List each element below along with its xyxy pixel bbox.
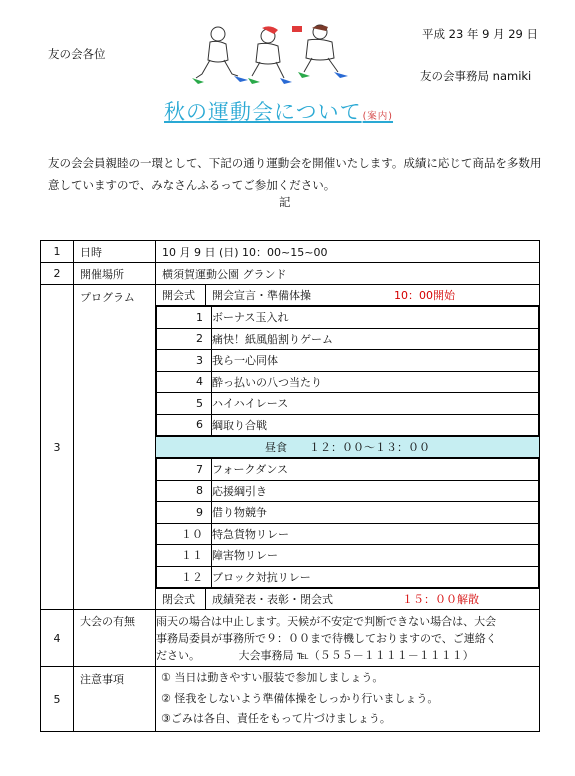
row-number: 3 xyxy=(41,285,74,610)
closing-desc: 成績発表・表彰・閉会式 xyxy=(212,593,333,606)
row-value: 横須賀運動公園 グランド xyxy=(156,263,540,285)
addressee: 友の会各位 xyxy=(48,47,106,61)
event-row xyxy=(157,566,539,588)
event-number: １０ xyxy=(157,523,212,545)
row-label: プログラム xyxy=(74,285,156,610)
row-venue xyxy=(41,263,540,285)
rain-policy-line3: ださい。 大会事務局 ℡（５５５－１１１１－１１１１） xyxy=(156,648,474,662)
event-number: 7 xyxy=(157,459,212,481)
runners-illustration xyxy=(188,22,356,92)
row-label: 大会の有無 xyxy=(74,610,156,667)
row-label: 開催場所 xyxy=(74,263,156,285)
event-row xyxy=(157,545,539,567)
events-pm-list xyxy=(156,458,539,588)
schedule-table xyxy=(40,240,540,732)
event-row xyxy=(157,414,539,436)
event-row xyxy=(157,480,539,502)
event-number: １１ xyxy=(157,545,212,567)
event-number: 5 xyxy=(157,393,212,415)
row-number: 2 xyxy=(41,263,74,285)
closing-cell xyxy=(206,589,540,610)
event-number: 3 xyxy=(157,350,212,372)
note-item: ① 当日は動きやすい服装で参加しましょう。 xyxy=(161,671,384,685)
event-row xyxy=(157,459,539,481)
row-opening xyxy=(41,285,540,306)
event-number: 2 xyxy=(157,328,212,350)
event-row xyxy=(157,393,539,415)
event-row xyxy=(157,350,539,372)
row-label: 注意事項 xyxy=(74,667,156,732)
opening-desc: 開会宣言・準備体操 xyxy=(212,289,311,302)
title-text: 秋の運動会について xyxy=(164,100,362,124)
event-name: 障害物リレー xyxy=(212,545,539,567)
opening-label: 開会式 xyxy=(156,285,206,306)
opening-cell xyxy=(206,285,540,306)
event-number: 9 xyxy=(157,502,212,524)
rain-policy-text xyxy=(156,610,540,667)
events-am-list xyxy=(156,306,539,436)
event-name: 綱取り合戦 xyxy=(212,414,539,436)
event-name: 借り物競争 xyxy=(212,502,539,524)
event-name: ハイハイレース xyxy=(212,393,539,415)
row-number: 5 xyxy=(41,667,74,732)
event-name: 痛快！紙風船割りゲーム xyxy=(212,328,539,350)
closing-time: １５：００解散 xyxy=(402,593,479,606)
event-number: 4 xyxy=(157,371,212,393)
row-rain-policy xyxy=(41,610,540,667)
event-number: 1 xyxy=(157,307,212,329)
rain-policy-line1: 雨天の場合は中止します。天候が不安定で判断できない場合は、大会 xyxy=(156,614,497,628)
page-title xyxy=(164,96,393,126)
events-am-cell xyxy=(156,306,540,437)
lunch-text: 昼食 １２：００～１３：００ xyxy=(156,437,540,458)
rain-policy-line2: 事務局委員が事務所で９：００まで待機しておりますので、ご連絡く xyxy=(156,631,497,645)
intro-paragraph: 友の会会員親睦の一環として、下記の通り運動会を開催いたします。成績に応じて商品を多数用意していますので、みなさんふるってご参加ください。 xyxy=(48,156,542,192)
notes-list xyxy=(156,667,540,732)
row-label: 日時 xyxy=(74,241,156,263)
event-row xyxy=(157,328,539,350)
event-number: 6 xyxy=(157,414,212,436)
event-name: ブロック対抗リレー xyxy=(212,566,539,588)
event-name: 酔っ払いの八つ当たり xyxy=(212,371,539,393)
row-datetime xyxy=(41,241,540,263)
row-number: 1 xyxy=(41,241,74,263)
event-name: 我ら一心同体 xyxy=(212,350,539,372)
events-pm-cell xyxy=(156,458,540,589)
sender: 友の会事務局 namiki xyxy=(420,69,532,83)
event-name: ボーナス玉入れ xyxy=(212,307,539,329)
event-number: １２ xyxy=(157,566,212,588)
event-name: フォークダンス xyxy=(212,459,539,481)
event-row xyxy=(157,502,539,524)
row-notes xyxy=(41,667,540,732)
date: 平成 23 年 9 月 29 日 xyxy=(422,27,539,41)
row-number: 4 xyxy=(41,610,74,667)
note-item: ③ごみは各自、責任をもって片づけましょう。 xyxy=(161,712,391,726)
event-row xyxy=(157,523,539,545)
title-suffix: (案内) xyxy=(362,111,394,122)
event-name: 応援綱引き xyxy=(212,480,539,502)
ki-mark: 記 xyxy=(279,195,291,209)
closing-label: 閉会式 xyxy=(156,589,206,610)
note-item: ② 怪我をしないよう準備体操をしっかり行いましょう。 xyxy=(161,691,439,705)
opening-time: 10：00開始 xyxy=(394,289,455,302)
event-number: 8 xyxy=(157,480,212,502)
event-name: 特急貨物リレー xyxy=(212,523,539,545)
row-value: 10 月 9 日 (日) 10：00~15~00 xyxy=(156,241,540,263)
event-row xyxy=(157,371,539,393)
event-row xyxy=(157,307,539,329)
